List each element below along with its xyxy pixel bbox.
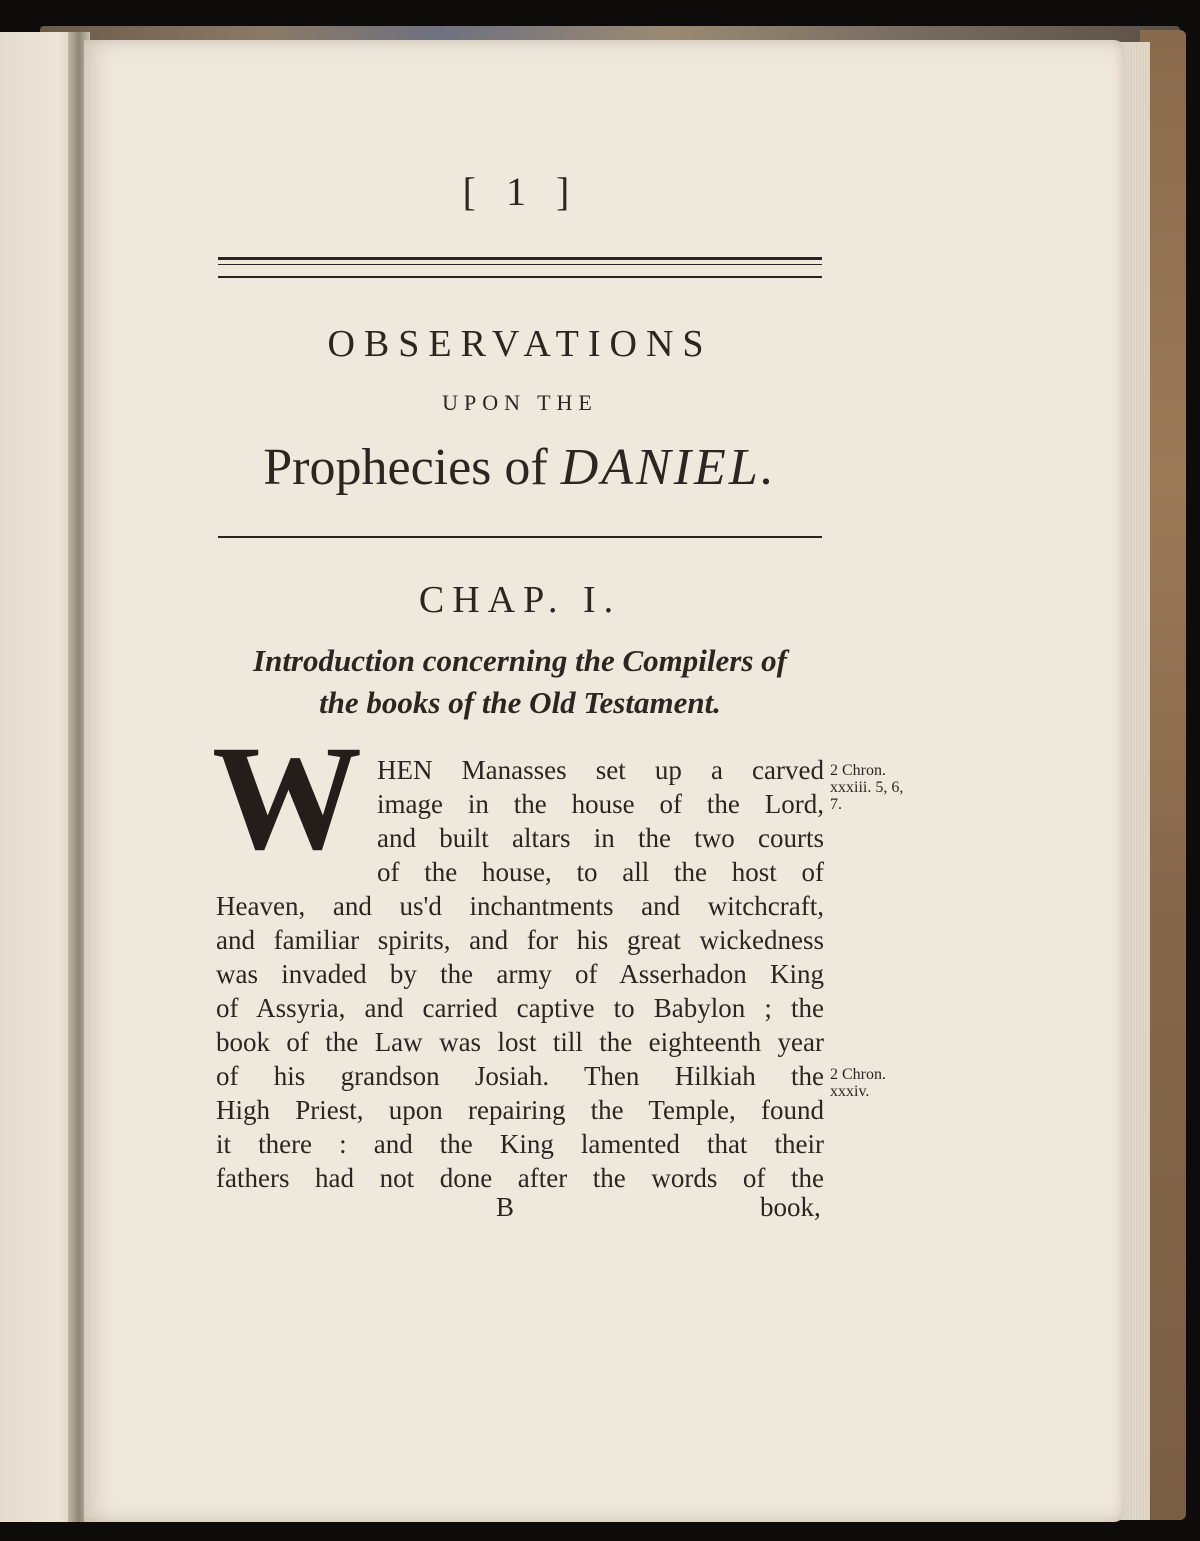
margin-note-1 bbox=[830, 762, 903, 813]
margin-note-2-line-2: xxxiv. bbox=[830, 1083, 870, 1100]
title-line-2: UPON THE bbox=[442, 390, 598, 415]
title-rule-bottom bbox=[218, 536, 822, 538]
chapter-subtitle bbox=[200, 640, 840, 724]
body-line: was invaded by the army of Asserhadon King bbox=[216, 959, 824, 989]
body-line: and built altars in the two courts bbox=[377, 823, 824, 853]
title-rule-top bbox=[218, 257, 822, 260]
margin-note-2-line-1: 2 Chron. bbox=[830, 1066, 886, 1083]
signature-mark: B bbox=[496, 1192, 515, 1222]
title-rule-top-thin bbox=[218, 264, 822, 265]
page-number: [ 1 ] bbox=[462, 169, 580, 214]
subtitle-line-1: Introduction concerning the Compilers of bbox=[253, 643, 787, 678]
body-line: fathers had not done after the words of the bbox=[216, 1163, 824, 1193]
body-line: HEN Manasses set up a carved bbox=[377, 755, 824, 785]
body-line: of the house, to all the host of bbox=[377, 857, 824, 887]
drop-cap: W bbox=[212, 715, 362, 881]
chapter-heading: CHAP. I. bbox=[418, 579, 622, 621]
body-line: High Priest, upon repairing the Temple, found bbox=[216, 1095, 824, 1125]
body-line: and familiar spirits, and for his great wickedness bbox=[216, 925, 824, 955]
body-line: book of the Law was lost till the eighteenth year bbox=[216, 1027, 824, 1057]
body-line: of Assyria, and carried captive to Babylon ; the bbox=[216, 993, 824, 1023]
body-line: Heaven, and us'd inchantments and witchcraft, bbox=[216, 891, 824, 921]
subtitle-line-2: the books of the Old Testament. bbox=[319, 685, 721, 720]
title-italic: DANIEL. bbox=[560, 439, 777, 496]
margin-note-1-line-2: xxxiii. 5, 6, bbox=[830, 779, 904, 796]
catchword: book, bbox=[760, 1192, 821, 1222]
title-rule-top-2 bbox=[218, 276, 822, 278]
margin-note-1-line-1: 2 Chron. bbox=[830, 762, 886, 779]
title-line-3 bbox=[210, 438, 830, 497]
body-line: it there : and the King lamented that their bbox=[216, 1129, 824, 1159]
body-line: image in the house of the Lord, bbox=[377, 789, 824, 819]
title-roman: Prophecies of bbox=[263, 439, 548, 496]
margin-note-2 bbox=[830, 1066, 886, 1100]
margin-note-1-line-3: 7. bbox=[830, 796, 842, 813]
title-line-1: OBSERVATIONS bbox=[327, 323, 713, 365]
body-line: of his grandson Josiah. Then Hilkiah the bbox=[216, 1061, 824, 1091]
